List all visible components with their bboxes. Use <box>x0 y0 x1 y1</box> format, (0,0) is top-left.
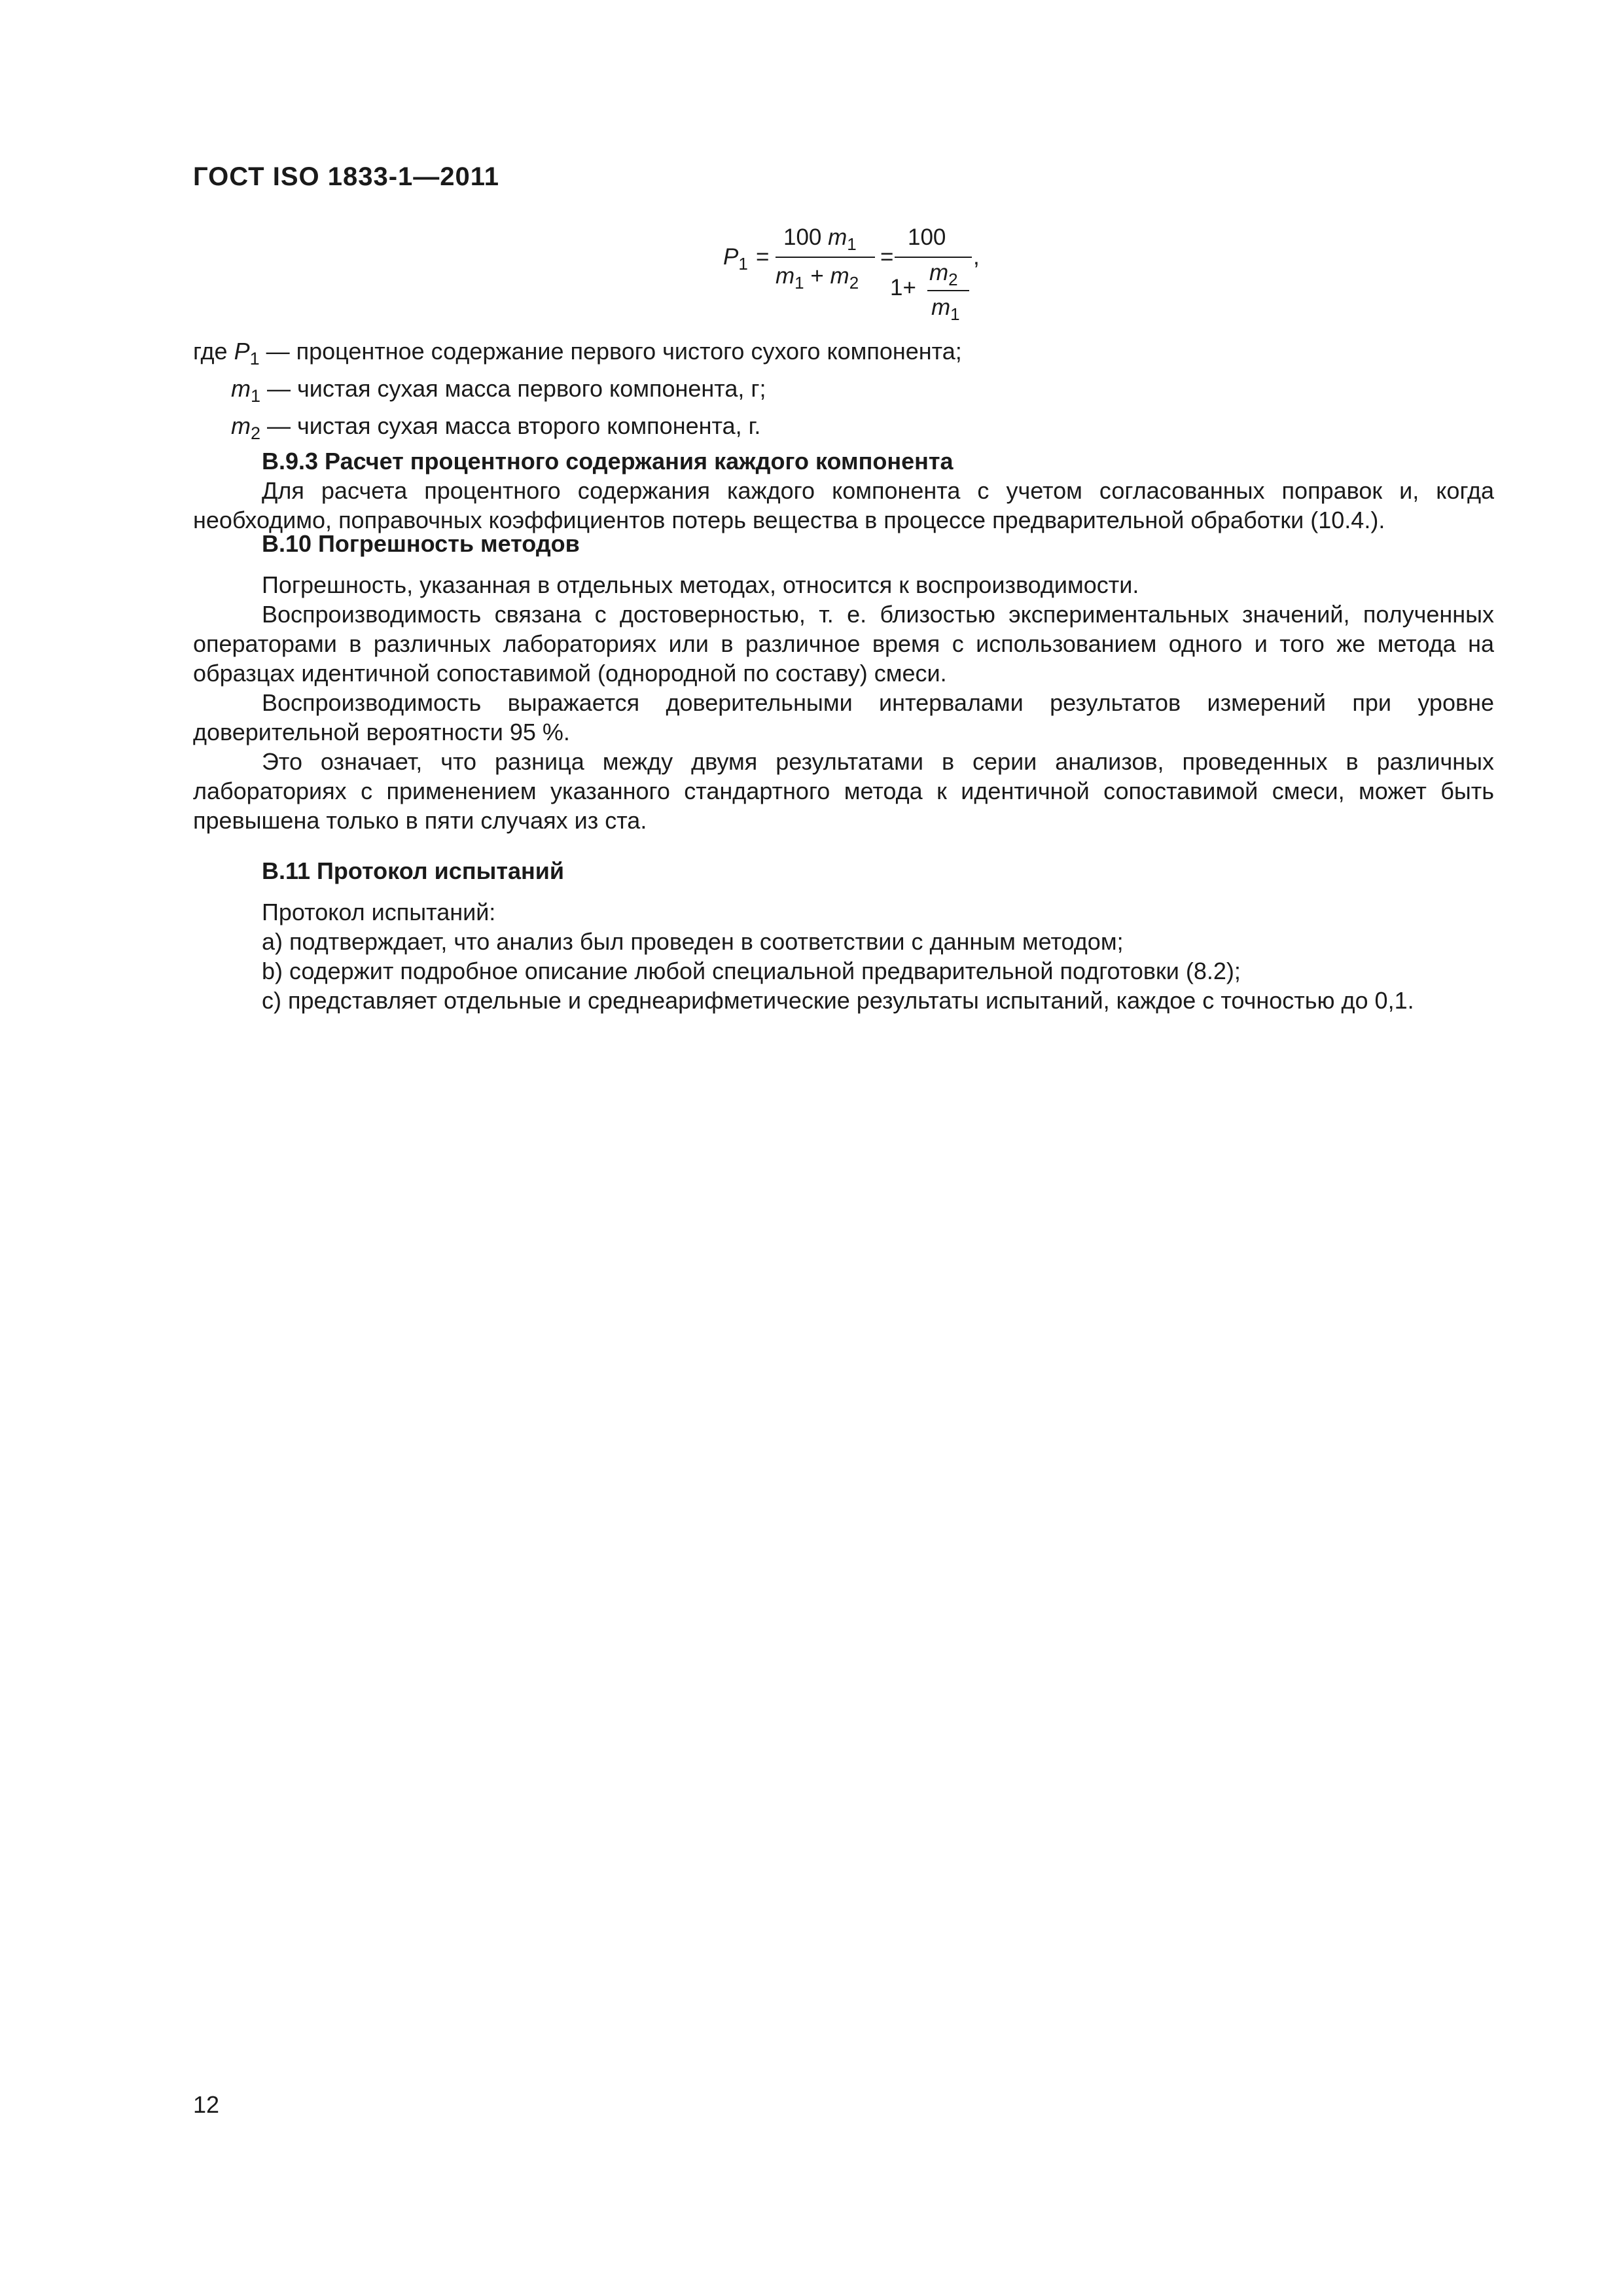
formula-frac2-numerator: 100 <box>908 224 946 250</box>
formula-frac2-bar <box>895 257 972 258</box>
formula-frac1-denominator: $m_1 + m_2$ <box>776 263 859 293</box>
legend-row-m1: $m_1$ — чистая сухая масса первого компонента, г; <box>231 375 766 406</box>
formula-frac1-numerator: 100 $m_1$ <box>783 224 857 254</box>
formula-eq-1: = <box>756 244 770 270</box>
paragraph-b10-1: Погрешность, указанная в отдельных методах, относится к воспроизводимости. <box>262 571 1139 598</box>
heading-b93: В.9.3 Расчет процентного содержания каждого компонента <box>262 448 954 475</box>
formula-eq-2: = <box>880 244 894 270</box>
paragraph-b10-2: Воспроизводимость связана с достоверностью, т. е. близостью экспериментальных значений, полученных операторами в различных лабораториях или в различное время с использованием одного и того же метода на образцах идентичной сопоставимой (однородной по составу) смеси. <box>193 601 1494 687</box>
legend-block <box>193 336 1494 535</box>
legend-row-m2: $m_2$ — чистая сухая масса второго компонента, г. <box>231 412 761 443</box>
formula-inner-bar <box>927 290 969 291</box>
section-b11 <box>193 856 1494 1015</box>
formula-frac1-bar <box>776 257 875 258</box>
list-item-a: а) подтверждает, что анализ был проведен в соответствии с данным методом; <box>262 928 1124 955</box>
formula-inner-denominator: $m_1$ <box>931 295 960 324</box>
document-header: ГОСТ ISO 1833-1—2011 <box>193 162 500 191</box>
paragraph-b10-3: Воспроизводимость выражается доверительными интервалами результатов измерений при уровне доверительной вероятности 95 %. <box>193 689 1494 745</box>
list-item-c: с) представляет отдельные и среднеарифметические результаты испытаний, каждое с точностью до 0,1. <box>262 987 1414 1014</box>
formula-lhs: $P_1$ <box>723 244 748 274</box>
section-b10 <box>193 529 1494 835</box>
formula <box>723 223 998 334</box>
formula-comma: , <box>973 244 980 270</box>
formula-inner-numerator: $m_2$ <box>929 260 958 289</box>
paragraph-b10-4: Это означает, что разница между двумя результатами в серии анализов, проведенных в различных лабораториях с применением указанного стандартного метода к идентичной сопоставимой смеси, может быть превышена только в пяти случаях из ста. <box>193 748 1494 834</box>
legend-row-p1: где $P_1$ — процентное содержание первого чистого сухого компонента; <box>193 338 962 368</box>
list-item-b: b) содержит подробное описание любой специальной предварительной подготовки (8.2); <box>262 958 1241 984</box>
formula-frac2-one: 1+ <box>890 275 916 300</box>
page-number: 12 <box>193 2091 220 2118</box>
b11-intro: Протокол испытаний: <box>262 899 496 925</box>
heading-b11: В.11 Протокол испытаний <box>262 857 564 884</box>
heading-b10: В.10 Погрешность методов <box>262 530 580 557</box>
paragraph-b93: Для расчета процентного содержания каждого компонента с учетом согласованных поправок и, когда необходимо, поправочных коэффициентов потерь вещества в процессе предварительной обработки (10.4.). <box>193 477 1494 533</box>
